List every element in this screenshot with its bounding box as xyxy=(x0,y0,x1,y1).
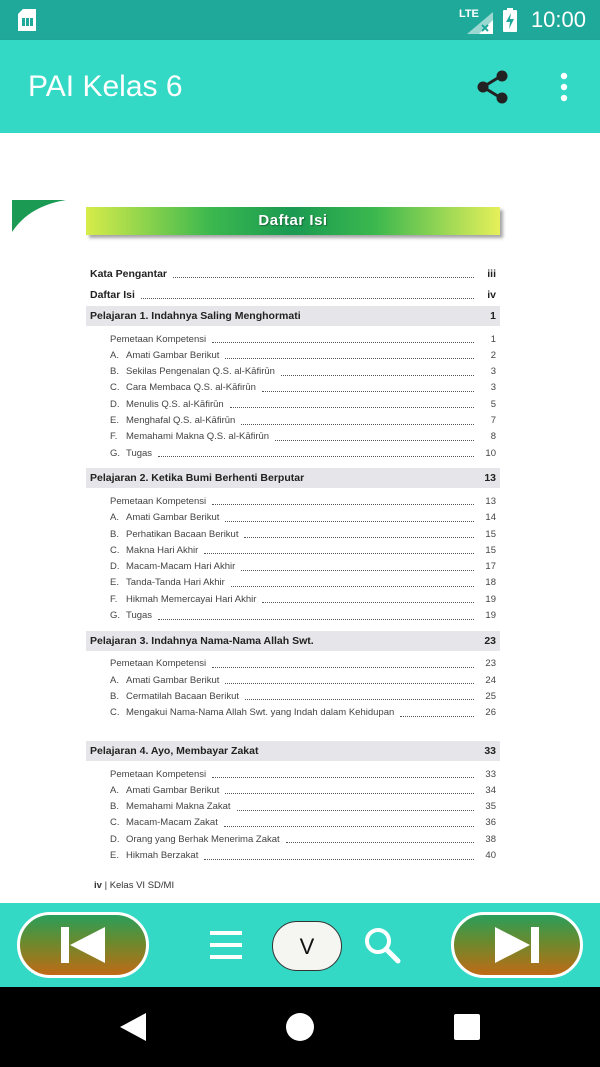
toc-item[interactable] xyxy=(86,766,500,782)
page-indicator-button[interactable]: V xyxy=(272,921,342,971)
menu-icon[interactable] xyxy=(208,927,244,963)
toc-item-label: Perhatikan Bacaan Berikut xyxy=(126,528,239,540)
toc-item-page: 15 xyxy=(485,544,496,556)
dot-leader xyxy=(212,770,474,778)
dot-leader xyxy=(241,417,474,425)
dot-leader xyxy=(281,368,474,376)
toc-item-marker: C. xyxy=(110,382,120,394)
toc-item-page: 38 xyxy=(485,833,496,845)
toc-item[interactable] xyxy=(86,526,500,542)
toc-item-marker: F. xyxy=(110,431,118,443)
toc-item[interactable] xyxy=(86,591,500,607)
toc-item-label: Memahami Makna Q.S. al-Kāfirūn xyxy=(126,431,270,443)
toc-item-page: 35 xyxy=(485,801,496,813)
dot-leader xyxy=(158,449,474,457)
toc-item-marker: A. xyxy=(110,512,119,524)
toc-item[interactable] xyxy=(86,608,500,624)
dot-leader xyxy=(225,514,474,522)
toc-item-marker: D. xyxy=(110,833,120,845)
toc-section-header[interactable] xyxy=(86,741,500,761)
toc-item[interactable] xyxy=(86,331,500,347)
toc-section-title: Pelajaran 3. Indahnya Nama-Nama Allah Swt. xyxy=(90,634,314,647)
system-navigation-bar xyxy=(0,987,600,1067)
toc-item[interactable] xyxy=(86,831,500,847)
toc-section-page: 23 xyxy=(484,634,496,647)
toc-item-marker: B. xyxy=(110,528,119,540)
toc-item[interactable] xyxy=(86,445,500,461)
toc-item-label: Pemetaan Kompetensi xyxy=(110,768,207,780)
toc-entry[interactable] xyxy=(86,287,500,303)
toc-item[interactable] xyxy=(86,799,500,815)
toc-entry[interactable] xyxy=(86,266,500,282)
toc-item-page: 26 xyxy=(485,707,496,719)
skip-next-icon xyxy=(492,925,542,965)
more-vert-icon[interactable] xyxy=(552,68,576,106)
toc-item-marker: F. xyxy=(110,593,118,605)
toc-item-label: Hikmah Berzakat xyxy=(126,850,199,861)
signal-icon xyxy=(459,6,493,34)
toc-section-header[interactable] xyxy=(86,631,500,651)
toc-item-page: 40 xyxy=(485,850,496,861)
toc-item-marker: A. xyxy=(110,674,119,686)
footer-separator: | xyxy=(104,880,110,891)
toc-item-label: Macam-Macam Zakat xyxy=(126,817,218,829)
toc-item-label: Mengakui Nama-Nama Allah Swt. yang Indah dalam Kehidupan xyxy=(126,707,395,719)
toc-item-page: 1 xyxy=(490,333,496,345)
dot-leader xyxy=(241,563,474,571)
clock: 10:00 xyxy=(530,7,586,32)
dot-leader xyxy=(225,676,474,684)
sim-card-icon xyxy=(18,9,36,31)
toc-item-label: Amati Gambar Berikut xyxy=(126,512,220,524)
toc-item[interactable] xyxy=(86,429,500,445)
toc-item-label: Macam-Macam Hari Akhir xyxy=(126,561,236,573)
toc-item[interactable] xyxy=(86,705,500,721)
share-icon[interactable] xyxy=(474,68,512,106)
toc-heading: Daftar Isi xyxy=(258,212,328,229)
toc-item-page: 13 xyxy=(485,495,496,507)
toc-item-marker: C. xyxy=(110,817,120,829)
toc-item[interactable] xyxy=(86,510,500,526)
toc-item-marker: D. xyxy=(110,398,120,410)
toc-entry-label: Kata Pengantar xyxy=(90,268,168,280)
toc-item[interactable] xyxy=(86,782,500,798)
dot-leader xyxy=(262,384,474,392)
toc-item-marker: B. xyxy=(110,366,119,378)
toc-item-label: Tugas xyxy=(126,447,153,459)
toc-section-title: Pelajaran 2. Ketika Bumi Berhenti Berputar xyxy=(90,472,305,485)
toc-item[interactable] xyxy=(86,364,500,380)
toc-item-label: Memahami Makna Zakat xyxy=(126,801,231,813)
toc-item-label: Hikmah Memercayai Hari Akhir xyxy=(126,593,257,605)
toc-item[interactable] xyxy=(86,559,500,575)
toc-entry-label: Daftar Isi xyxy=(90,289,135,301)
toc-item[interactable] xyxy=(86,848,500,864)
toc-item-page: 10 xyxy=(485,447,496,459)
toc-item-page: 23 xyxy=(485,658,496,670)
toc-section-title: Pelajaran 1. Indahnya Saling Menghormati xyxy=(90,310,301,322)
page-footer xyxy=(94,880,174,891)
skip-previous-icon xyxy=(58,925,108,965)
toc-item-label: Amati Gambar Berikut xyxy=(126,674,220,686)
toc-item-marker: G. xyxy=(110,610,121,621)
toc-item-label: Makna Hari Akhir xyxy=(126,544,199,556)
footer-label: Kelas VI SD/MI xyxy=(109,880,175,891)
toc-item-page: 19 xyxy=(485,610,496,621)
footer-page-number: iv xyxy=(94,880,102,891)
toc-section-page: 13 xyxy=(484,472,496,485)
toc-item-page: 34 xyxy=(485,784,496,796)
toc-item-page: 25 xyxy=(485,690,496,702)
toc-item-marker: C. xyxy=(110,707,120,719)
toc-item-page: 3 xyxy=(490,382,496,394)
previous-page-button[interactable] xyxy=(17,912,149,978)
dot-leader xyxy=(224,819,474,827)
toc-item-marker: E. xyxy=(110,850,119,861)
dot-leader xyxy=(262,595,474,603)
toc-item-label: Orang yang Berhak Menerima Zakat xyxy=(126,833,280,845)
toc-item-page: 8 xyxy=(490,431,496,443)
toc-item-label: Amati Gambar Berikut xyxy=(126,784,220,796)
toc-item-label: Pemetaan Kompetensi xyxy=(110,333,207,345)
toc-item[interactable] xyxy=(86,575,500,591)
dot-leader xyxy=(204,546,474,554)
battery-charging-icon xyxy=(503,8,517,32)
recent-apps-icon[interactable] xyxy=(454,1014,480,1040)
toc-item-marker: A. xyxy=(110,349,119,361)
dot-leader xyxy=(212,335,474,343)
dot-leader xyxy=(158,612,474,620)
dot-leader xyxy=(230,400,474,408)
toc-item[interactable] xyxy=(86,656,500,672)
dot-leader xyxy=(225,351,474,359)
toc-item-page: 15 xyxy=(485,528,496,540)
toc-item-label: Pemetaan Kompetensi xyxy=(110,495,207,507)
toc-item-page: 18 xyxy=(485,577,496,589)
back-icon[interactable] xyxy=(118,1011,148,1043)
toc-item-marker: G. xyxy=(110,447,121,459)
toc-item-label: Pemetaan Kompetensi xyxy=(110,658,207,670)
dot-leader xyxy=(237,803,474,811)
dot-leader xyxy=(173,270,474,278)
dot-leader xyxy=(212,660,474,668)
toc-item-marker: D. xyxy=(110,561,120,573)
toc-section-header[interactable] xyxy=(86,306,500,326)
next-page-button[interactable] xyxy=(451,912,583,978)
toc-item-label: Tugas xyxy=(126,610,153,621)
toc-section-page: 33 xyxy=(484,745,496,757)
dot-leader xyxy=(244,530,474,538)
toc-item[interactable] xyxy=(86,542,500,558)
toc-item[interactable] xyxy=(86,413,500,429)
search-icon[interactable] xyxy=(362,925,402,965)
dot-leader xyxy=(204,852,474,860)
toc-section-page: 1 xyxy=(490,310,496,322)
network-type: LTE xyxy=(458,8,479,20)
toc-item-marker: B. xyxy=(110,690,119,702)
toc-item-label: Sekilas Pengenalan Q.S. al-Kāfirūn xyxy=(126,366,275,378)
dot-leader xyxy=(245,692,474,700)
corner-decoration xyxy=(12,200,66,232)
toc-item-label: Amati Gambar Berikut xyxy=(126,349,220,361)
dot-leader xyxy=(400,709,474,717)
toc-entry-page: iii xyxy=(487,268,496,280)
status-bar xyxy=(0,0,600,40)
toc-item-label: Cara Membaca Q.S. al-Kāfirūn xyxy=(126,382,256,394)
toc-item-page: 7 xyxy=(490,415,496,426)
toc-item-label: Menulis Q.S. al-Kāfirūn xyxy=(126,398,224,410)
toc-item-page: 2 xyxy=(490,349,496,361)
toc-section-header[interactable] xyxy=(86,468,500,488)
toc-item-marker: C. xyxy=(110,544,120,556)
toc-item-marker: E. xyxy=(110,415,119,426)
dot-leader xyxy=(212,497,474,505)
toc-item[interactable] xyxy=(86,347,500,363)
toc-item[interactable] xyxy=(86,396,500,412)
toc-item-label: Tanda-Tanda Hari Akhir xyxy=(126,577,225,589)
toc-heading-banner xyxy=(86,207,500,235)
dot-leader xyxy=(275,433,474,441)
toc-item-page: 36 xyxy=(485,817,496,829)
toc-item-label: Menghafal Q.S. al-Kāfirūn xyxy=(126,415,236,426)
dot-leader xyxy=(141,291,474,299)
toc-item-page: 33 xyxy=(485,768,496,780)
toc-item[interactable] xyxy=(86,380,500,396)
toc-item-page: 24 xyxy=(485,674,496,686)
home-icon[interactable] xyxy=(286,1013,314,1041)
toc-item-page: 14 xyxy=(485,512,496,524)
app-title: PAI Kelas 6 xyxy=(28,70,183,103)
toc-entry-page: iv xyxy=(487,289,496,301)
dot-leader xyxy=(231,579,474,587)
dot-leader xyxy=(286,835,474,843)
toc-item-page: 5 xyxy=(490,398,496,410)
toc-item-page: 19 xyxy=(485,593,496,605)
toc-section-title: Pelajaran 4. Ayo, Membayar Zakat xyxy=(90,745,259,757)
toc-item-page: 3 xyxy=(490,366,496,378)
toc-item-marker: B. xyxy=(110,801,119,813)
toc-item[interactable] xyxy=(86,672,500,688)
dot-leader xyxy=(225,786,474,794)
toc-item[interactable] xyxy=(86,688,500,704)
reader-toolbar xyxy=(0,903,600,987)
toc-item-marker: E. xyxy=(110,577,119,589)
toc-item[interactable] xyxy=(86,493,500,509)
toc-item-label: Cermatilah Bacaan Berikut xyxy=(126,690,239,702)
toc-item[interactable] xyxy=(86,815,500,831)
toc-item-page: 17 xyxy=(485,561,496,573)
toc-item-marker: A. xyxy=(110,784,119,796)
app-bar xyxy=(0,40,600,133)
